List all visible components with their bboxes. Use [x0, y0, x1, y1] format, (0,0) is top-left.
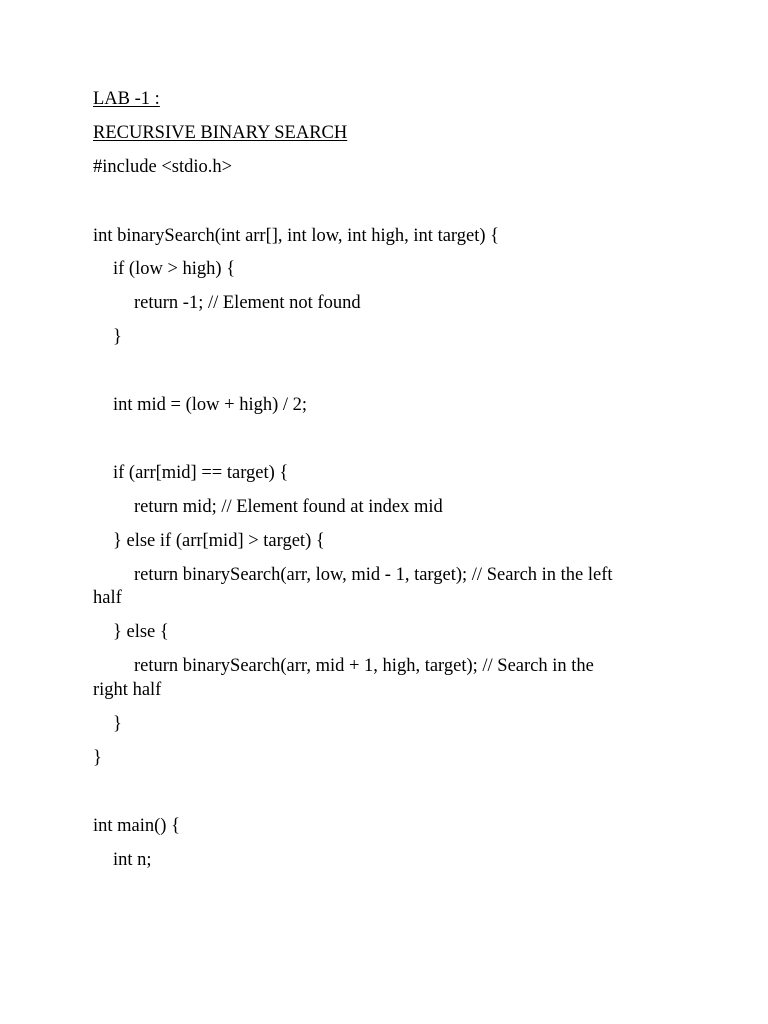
code-line-return-right-wrap: right half — [93, 680, 162, 700]
code-line-close-else: } — [113, 714, 122, 734]
code-line-if-low-high: if (low > high) { — [113, 259, 236, 279]
document-title: RECURSIVE BINARY SEARCH — [93, 123, 348, 143]
code-line-else-if-greater: } else if (arr[mid] > target) { — [113, 531, 325, 551]
code-line-return-left-wrap: half — [93, 588, 122, 608]
code-line-mid-calc: int mid = (low + high) / 2; — [113, 395, 308, 415]
code-line-close-if: } — [113, 327, 122, 347]
code-line-fn-signature: int binarySearch(int arr[], int low, int high, int target) { — [93, 226, 500, 246]
code-line-return-right: return binarySearch(arr, mid + 1, high, target); // Search in the — [134, 656, 594, 676]
code-line-include: #include <stdio.h> — [93, 157, 233, 177]
code-line-close-fn: } — [93, 748, 102, 768]
code-line-int-n: int n; — [113, 850, 152, 870]
code-line-return-left: return binarySearch(arr, low, mid - 1, target); // Search in the left — [134, 565, 613, 585]
lab-heading: LAB -1 : — [93, 89, 160, 109]
code-line-return-found: return mid; // Element found at index mid — [134, 497, 443, 517]
code-line-if-found: if (arr[mid] == target) { — [113, 463, 289, 483]
code-line-else: } else { — [113, 622, 169, 642]
code-line-main-signature: int main() { — [93, 816, 180, 836]
code-line-return-not-found: return -1; // Element not found — [134, 293, 361, 313]
